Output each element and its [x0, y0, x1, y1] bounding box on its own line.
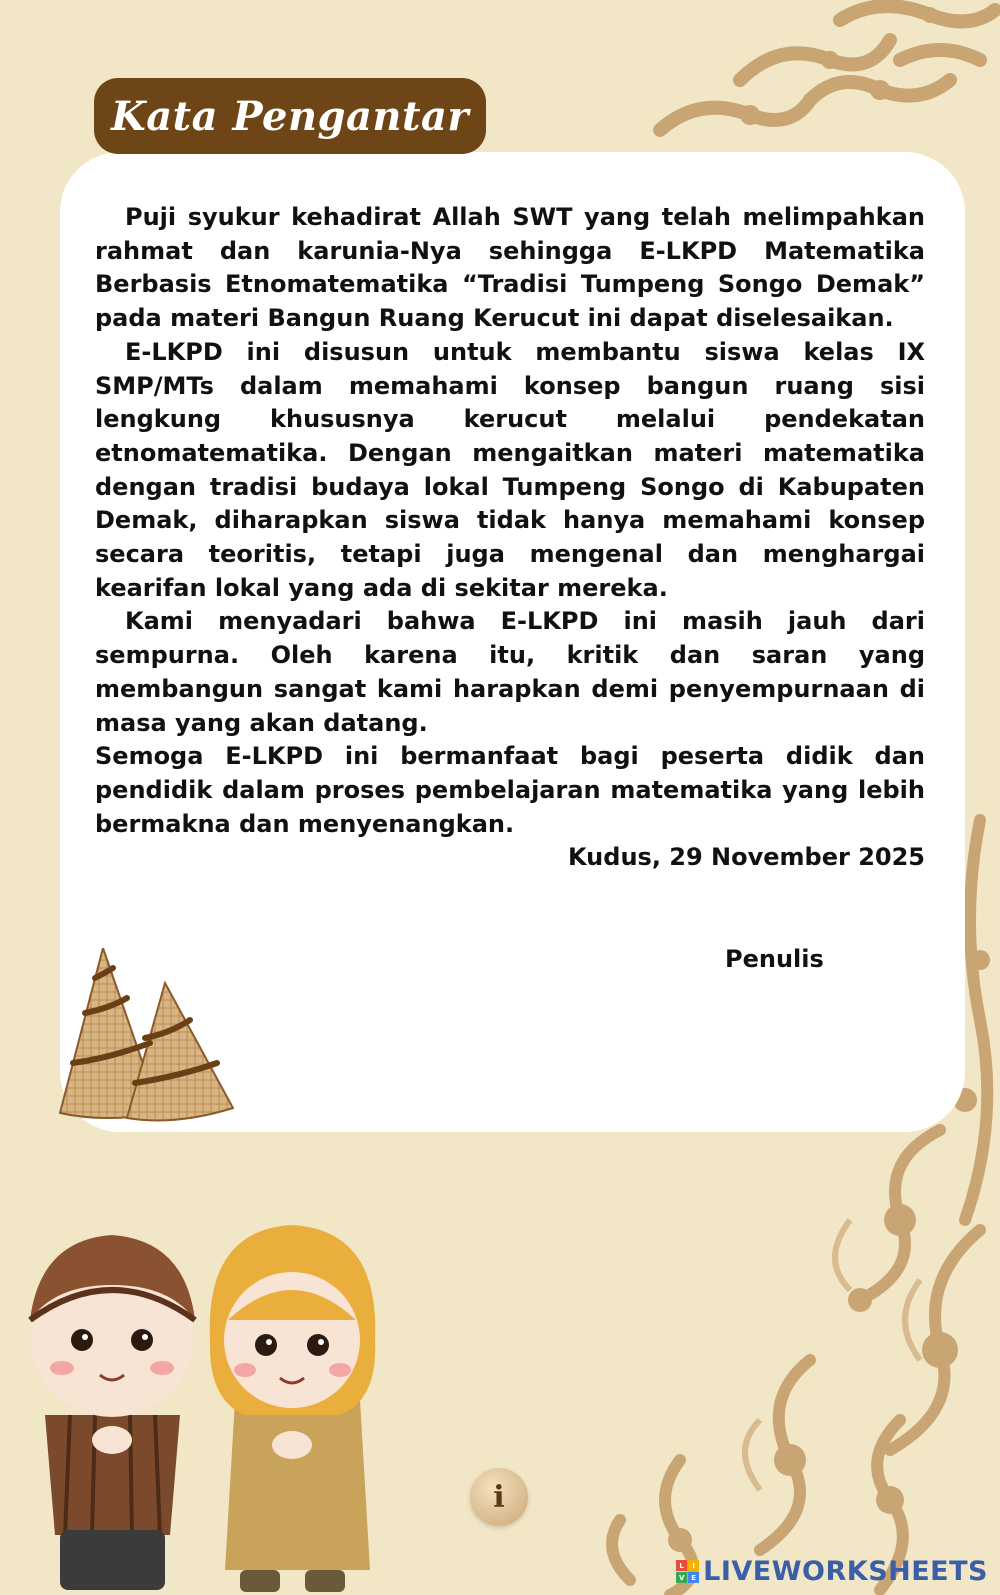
foreword-paragraph-4: Semoga E-LKPD ini bermanfaat bagi peserta didik dan pendidik dalam proses pembelajaran matematika yang lebih bermakna dan menyenangkan. [95, 742, 925, 838]
liveworksheets-logo-icon: L I V E [676, 1560, 699, 1583]
tumpeng-cones-illustration [55, 948, 240, 1123]
javanese-children-illustration [0, 1200, 400, 1595]
liveworksheets-brand-text: LIVEWORKSHEETS [703, 1556, 988, 1587]
signoff-date: Kudus, 29 November 2025 [568, 843, 925, 871]
info-icon: i [493, 1479, 505, 1515]
foreword-body [95, 201, 925, 841]
girl-character [210, 1225, 376, 1592]
page-title: Kata Pengantar [111, 92, 469, 140]
signoff-author: Penulis [725, 945, 824, 973]
info-button[interactable] [470, 1468, 528, 1526]
foreword-paragraph-1: Puji syukur kehadirat Allah SWT yang telah melimpahkan rahmat dan karunia-Nya sehingga E-LKPD Matematika Berbasis Etnomatematika “Tradisi Tumpeng Songo Demak” pada materi Bangun Ruang Kerucut ini dapat diselesaikan. [95, 203, 925, 333]
title-banner [94, 78, 486, 154]
foreword-paragraph-3: Kami menyadari bahwa E-LKPD ini masih jauh dari sempurna. Oleh karena itu, kritik dan saran yang membangun sangat kami harapkan demi penyempurnaan di masa yang akan datang. [95, 607, 925, 737]
boy-character [30, 1235, 195, 1590]
foreword-paragraph-2: E-LKPD ini disusun untuk membantu siswa kelas IX SMP/MTs dalam memahami konsep bangun ruang sisi lengkung khususnya kerucut melalui pendekatan etnomatematika. Dengan mengaitkan materi matematika dengan tradisi budaya lokal Tumpeng Songo di Kabupaten Demak, diharapkan siswa tidak hanya memahami konsep secara teoritis, tetapi juga mengenal dan menghargai kearifan lokal yang ada di sekitar mereka. [95, 337, 925, 602]
liveworksheets-brand[interactable] [676, 1556, 988, 1587]
batik-cloud-ornament-top [640, 0, 1000, 150]
